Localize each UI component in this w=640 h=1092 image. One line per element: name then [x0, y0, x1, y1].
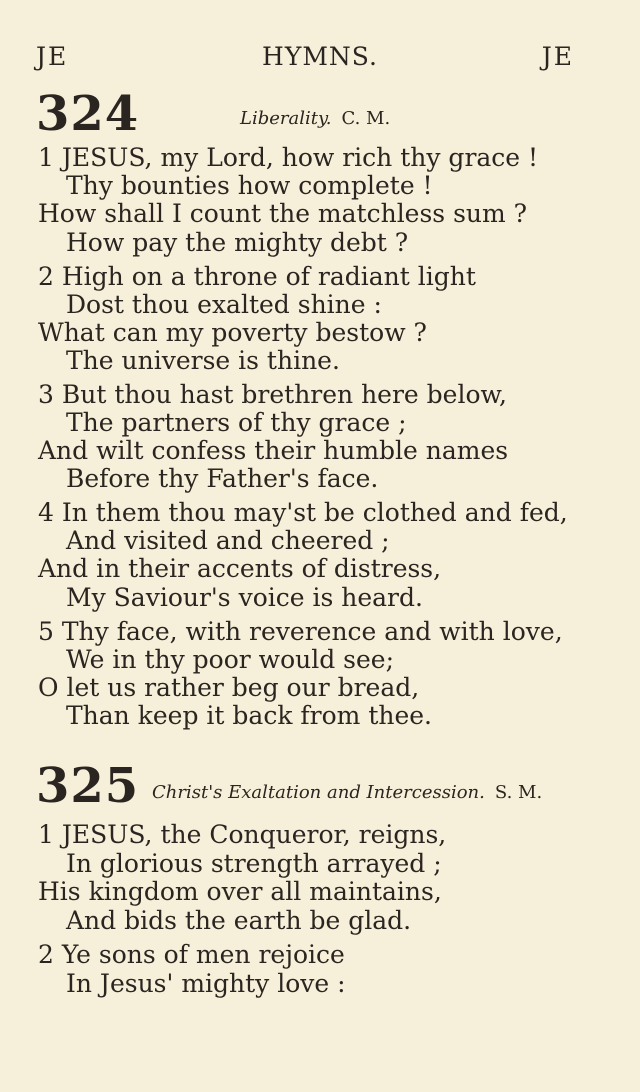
verse-line: My Saviour's voice is heard.	[66, 583, 423, 612]
verse-line: Dost thou exalted shine :	[66, 290, 382, 319]
verse-line: We in thy poor would see;	[66, 645, 395, 674]
verse-line: Before thy Father's face.	[66, 464, 379, 493]
running-header	[0, 42, 640, 76]
hymn-324-heading	[36, 86, 606, 142]
header-title: HYMNS.	[262, 42, 378, 71]
verse-line: The universe is thine.	[66, 346, 340, 375]
verse-line: In glorious strength arrayed ;	[66, 849, 442, 878]
verse-line: 1 JESUS, my Lord, how rich thy grace !	[38, 143, 539, 172]
verse-line: 3 But thou hast brethren here below,	[38, 380, 507, 409]
hymn-title	[240, 108, 390, 129]
verse-line: His kingdom over all maintains,	[38, 877, 442, 906]
hymn-title	[152, 782, 542, 803]
verse-line: 2 High on a throne of radiant light	[38, 262, 476, 291]
hymn-title-text: Liberality.	[240, 108, 332, 129]
header-left-catchword: JE	[36, 42, 69, 71]
verse-line: Thy bounties how complete !	[66, 171, 433, 200]
verse-line: And visited and cheered ;	[66, 526, 390, 555]
hymn-meter: C. M.	[341, 108, 391, 129]
hymn-title-text: Christ's Exaltation and Intercession.	[152, 782, 485, 803]
verse-line: The partners of thy grace ;	[66, 408, 407, 437]
verse-line: And wilt confess their humble names	[38, 436, 509, 465]
verse-line: What can my poverty bestow ?	[38, 318, 427, 347]
verse-line: 4 In them thou may'st be clothed and fed,	[38, 498, 568, 527]
hymn-number: 324	[36, 86, 140, 142]
verse-line: In Jesus' mighty love :	[66, 969, 346, 998]
verse-line: 5 Thy face, with reverence and with love,	[38, 617, 563, 646]
verse-line: 2 Ye sons of men rejoice	[38, 940, 345, 969]
hymn-meter: S. M.	[494, 782, 543, 803]
verse-line: Than keep it back from thee.	[66, 701, 433, 730]
verse-line: How pay the mighty debt ?	[66, 228, 409, 257]
header-right-catchword: JE	[541, 42, 574, 71]
hymn-number: 325	[36, 758, 140, 814]
verse-line: 1 JESUS, the Conqueror, reigns,	[38, 820, 447, 849]
verse-line: And bids the earth be glad.	[66, 906, 412, 935]
verse-line: How shall I count the matchless sum ?	[38, 199, 528, 228]
verse-line: O let us rather beg our bread,	[38, 673, 420, 702]
hymn-325-heading	[36, 758, 606, 814]
verse-line: And in their accents of distress,	[38, 554, 442, 583]
